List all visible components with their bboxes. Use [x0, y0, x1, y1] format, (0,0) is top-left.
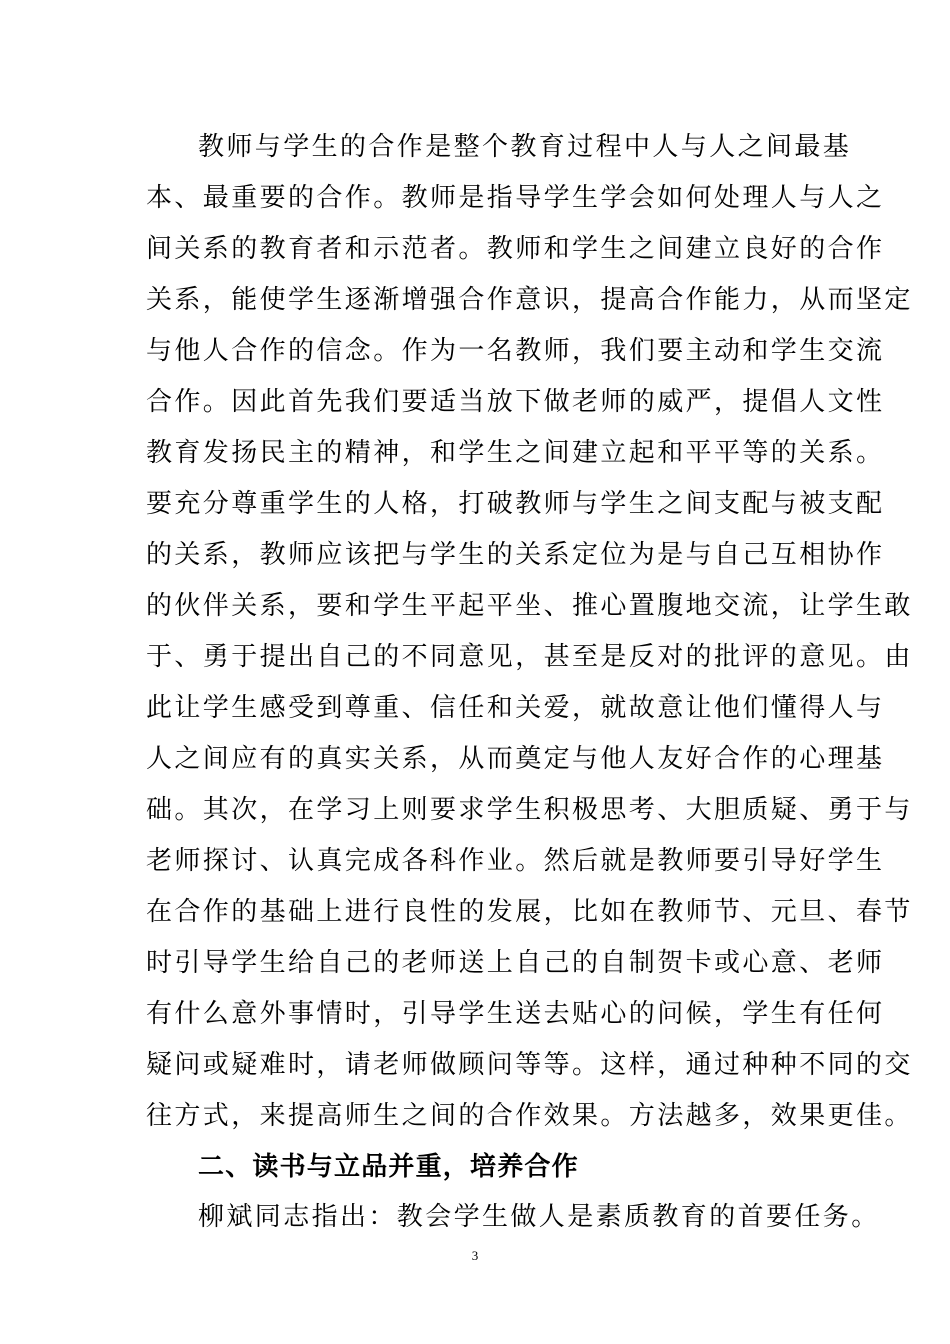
paragraph-line: 教育发扬民主的精神，和学生之间建立起和平平等的关系。: [146, 438, 885, 468]
paragraph-line: 柳斌同志指出：教会学生做人是素质教育的首要任务。: [198, 1202, 880, 1232]
paragraph-line: 础。其次，在学习上则要求学生积极思考、大胆质疑、勇于与: [146, 795, 913, 825]
paragraph-line: 本、最重要的合作。教师是指导学生学会如何处理人与人之: [146, 183, 885, 213]
page-number: 3: [471, 1248, 479, 1263]
paragraph-line: 关系，能使学生逐渐增强合作意识，提高合作能力，从而坚定: [146, 285, 913, 315]
paragraph-line: 疑问或疑难时，请老师做顾问等等。这样，通过种种不同的交: [146, 1050, 913, 1080]
paragraph-line: 与他人合作的信念。作为一名教师，我们要主动和学生交流: [146, 336, 885, 366]
section-heading: 二、读书与立品并重，培养合作: [198, 1152, 579, 1182]
paragraph-line: 要充分尊重学生的人格，打破教师与学生之间支配与被支配: [146, 489, 885, 519]
paragraph-line: 有什么意外事情时，引导学生送去贴心的问候，学生有任何: [146, 999, 885, 1029]
paragraph-line: 的关系，教师应该把与学生的关系定位为是与自己互相协作: [146, 540, 885, 570]
paragraph-line: 时引导学生给自己的老师送上自己的自制贺卡或心意、老师: [146, 948, 885, 978]
paragraph-line: 在合作的基础上进行良性的发展，比如在教师节、元旦、春节: [146, 897, 913, 927]
paragraph-line: 于、勇于提出自己的不同意见，甚至是反对的批评的意见。由: [146, 642, 913, 672]
paragraph-line: 的伙伴关系，要和学生平起平坐、推心置腹地交流，让学生敢: [146, 591, 913, 621]
paragraph-line: 此让学生感受到尊重、信任和关爱，就故意让他们懂得人与: [146, 693, 885, 723]
paragraph-line: 老师探讨、认真完成各科作业。然后就是教师要引导好学生: [146, 846, 885, 876]
paragraph-line: 往方式，来提高师生之间的合作效果。方法越多，效果更佳。: [146, 1101, 913, 1131]
paragraph-line: 间关系的教育者和示范者。教师和学生之间建立良好的合作: [146, 234, 885, 264]
paragraph-line: 合作。因此首先我们要适当放下做老师的威严，提倡人文性: [146, 387, 885, 417]
paragraph-line: 教师与学生的合作是整个教育过程中人与人之间最基: [198, 132, 852, 162]
paragraph-line: 人之间应有的真实关系，从而奠定与他人友好合作的心理基: [146, 744, 885, 774]
